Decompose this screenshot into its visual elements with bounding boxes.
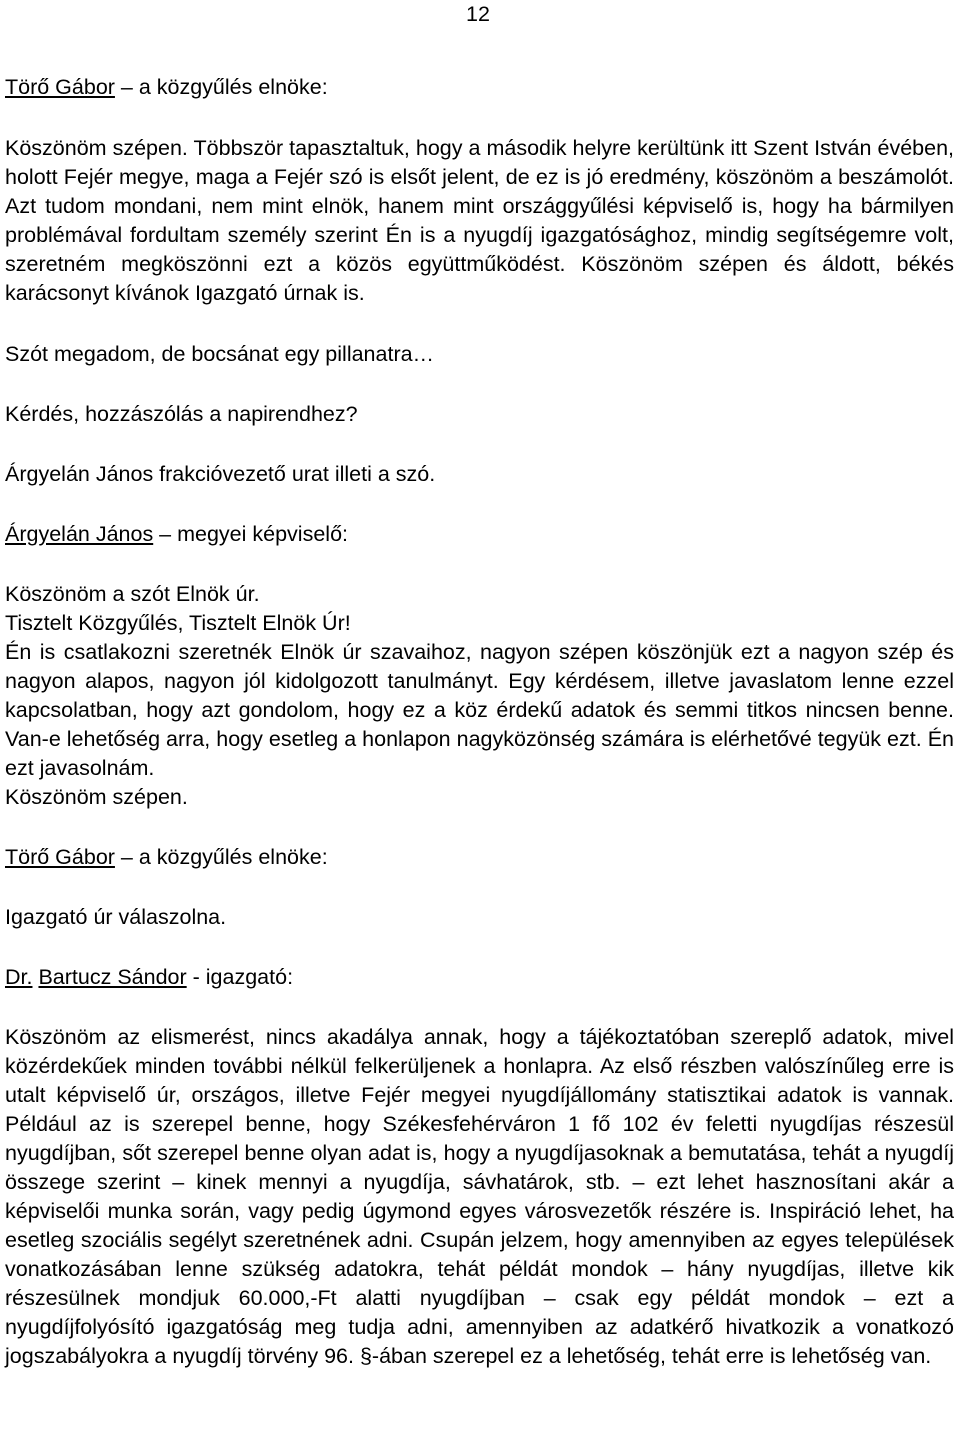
speaker-heading xyxy=(5,520,954,549)
paragraph-line: Köszönöm szépen. xyxy=(5,785,188,809)
paragraph: Igazgató úr válaszolna. xyxy=(5,905,227,929)
speaker-name: Bartucz Sándor xyxy=(38,965,187,989)
speaker-title: Dr. xyxy=(5,965,33,989)
paragraph: Árgyelán János frakcióvezető urat illeti a szó. xyxy=(5,462,436,486)
paragraph: Köszönöm az elismerést, nincs akadálya annak, hogy a tájékoztatóban szereplő adatok, mivel közérdekűek minden további nélkül felkerüljenek a honlapra. Az első részben valószínűleg erre is utalt képviselő úr, országos, illetve Fejér megyei nyugdíjállomány statisztikai adatok is vannak. Például az is szerepel benne, hogy Székesfehérváron 1 fő 102 év feletti nyugdíjas részesül nyugdíjban, sőt szerepel benne olyan adat is, hogy a nyugdíjasoknak a bemutatása, tehát a nyugdíj összege szerint – kinek mennyi a nyugdíja, sávhatárok, stb. – ezt lehet hasznosítani akár a képviselői munka során, vagy pedig úgymond egyes városvezetők részére is. Inspiráció lehet, ha esetleg szociális segélyt szeretnének adni. Csupán jelzem, hogy amennyiben az egyes települések vonatkozásában lenne szükség adatokra, tehát példát mondok – hány nyugdíjas, illetve kik részesülnek mondjuk 60.000,-Ft alatti nyugdíjban – csak egy példát mondok – ezt a nyugdíjfolyósító igazgatóság meg tudja adni, amennyiben az adatkérő hivatkozik a vonatkozó jogszabályokra a nyugdíj törvény 96. §-ában szerepel ez a lehetőség, tehát erre is lehetőség van. xyxy=(5,1025,954,1368)
speaker-heading xyxy=(5,843,954,872)
speaker-name: Törő Gábor xyxy=(5,845,115,869)
speaker-name: Törő Gábor xyxy=(5,75,115,99)
paragraph: Én is csatlakozni szeretnék Elnök úr szavaihoz, nagyon szépen köszönjük ezt a nagyon szép és nagyon alapos, nagyon jól kidolgozott tanulmányt. Egy kérdésem, illetve javaslatom lenne ezzel kapcsolatban, hogy azt gondolom, hogy ez a köz érdekű adatok és semmi titkos nincsen benne. Van-e lehetőség arra, hogy esetleg a honlapon nagyközönség számára is elérhetővé tegyük ezt. Én ezt javasolnám. xyxy=(5,640,954,780)
speaker-role: - igazgató: xyxy=(186,965,294,989)
paragraph: Szót megadom, de bocsánat egy pillanatra… xyxy=(5,342,435,366)
speaker-role: – a közgyűlés elnöke: xyxy=(114,845,328,869)
speaker-name: Árgyelán János xyxy=(5,522,154,546)
speaker-role: – megyei képviselő: xyxy=(153,522,348,546)
paragraph-line: Tisztelt Közgyűlés, Tisztelt Elnök Úr! xyxy=(5,611,351,635)
speaker-heading xyxy=(5,73,954,102)
paragraph: Kérdés, hozzászólás a napirendhez? xyxy=(5,402,358,426)
paragraph: Köszönöm szépen. Többször tapasztaltuk, hogy a második helyre kerültünk itt Szent István évében, holott Fejér megye, maga a Fejér szó is elsőt jelent, de ez is jó eredmény, köszönöm a beszámolót. Azt tudom mondani, nem mint elnök, hanem mint országgyűlési képviselő is, hogy ha bármilyen problémával fordultam személy szerint Én is a nyugdíj igazgatósághoz, mindig segítségemre volt, szeretném megköszönni ezt a közös együttműködést. Köszönöm szépen és áldott, békés karácsonyt kívánok Igazgató úrnak is. xyxy=(5,136,954,305)
page-number: 12 xyxy=(466,2,490,26)
speaker-heading xyxy=(5,963,954,992)
speaker-role: – a közgyűlés elnöke: xyxy=(114,75,328,99)
transcript-body xyxy=(5,73,954,1371)
paragraph-line: Köszönöm a szót Elnök úr. xyxy=(5,582,260,606)
